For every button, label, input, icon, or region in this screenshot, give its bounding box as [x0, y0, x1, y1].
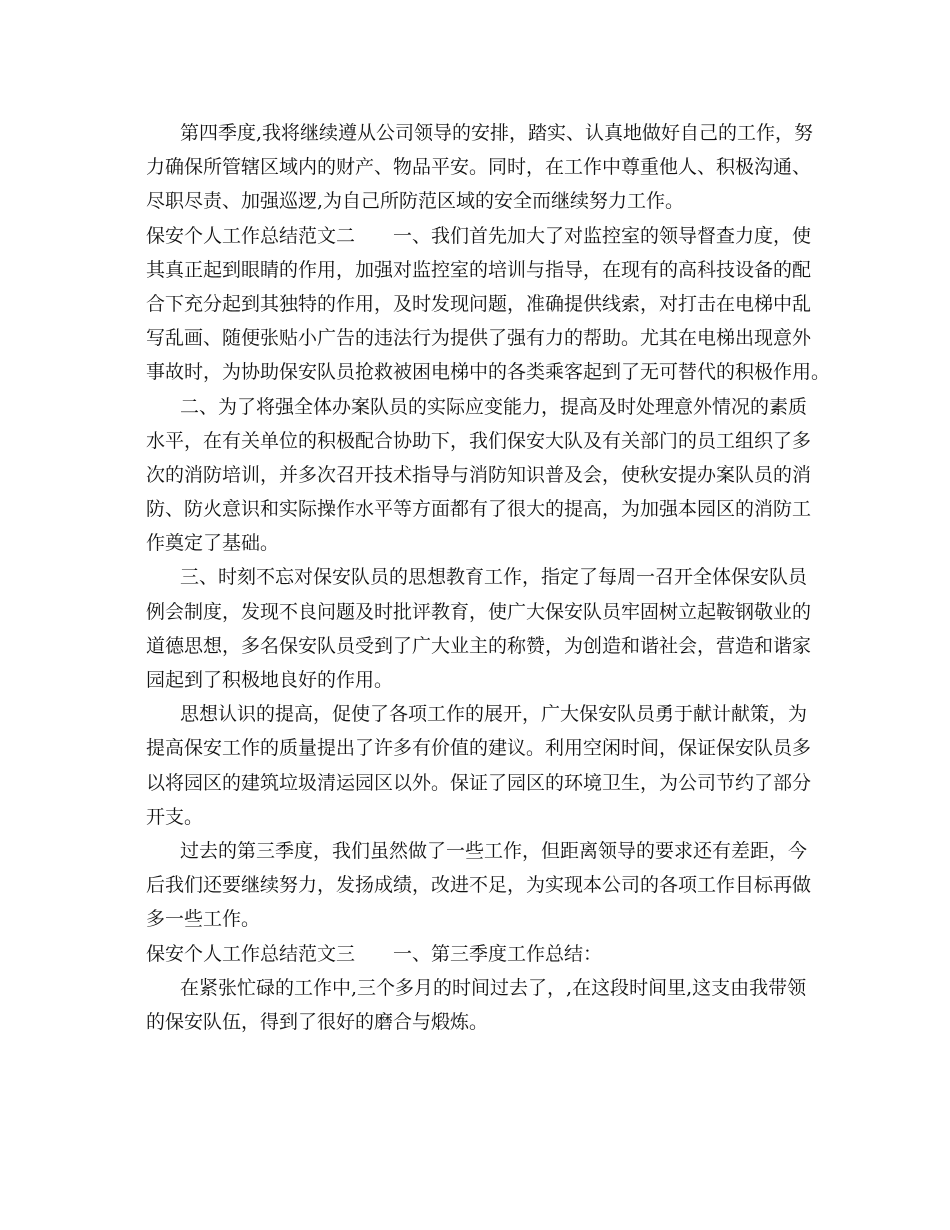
- document-body: [146, 116, 831, 1039]
- text-line: 三、时刻不忘对保安队员的思想教育工作，指定了每周一召开全体保安队员: [180, 566, 808, 589]
- text-line: 园起到了积极地良好的作用。: [146, 669, 394, 691]
- text-line: 尽职尽责、加强巡逻,为自己所防范区域的安全而继续努力工作。: [146, 190, 685, 213]
- text-line: 保安个人工作总结范文二 一、我们首先加大了对监控室的领导督查力度，使: [146, 224, 812, 247]
- text-line: 道德思想，多名保安队员受到了广大业主的称赞，为创造和谐社会，营造和谐家: [146, 634, 812, 657]
- text-line: 二、为了将强全体办案队员的实际应变能力，提高及时处理意外情况的素质: [180, 395, 808, 418]
- text-line: 保安个人工作总结范文三 一、第三季度工作总结：: [146, 942, 603, 965]
- text-line: 合下充分起到其独特的作用，及时发现问题，准确提供线索，对打击在电梯中乱: [146, 292, 812, 315]
- text-line: 思想认识的提高，促使了各项工作的展开，广大保安队员勇于献计献策，为: [180, 703, 808, 726]
- text-line: 例会制度，发现不良问题及时批评教育，使广大保安队员牢固树立起鞍钢敬业的: [146, 600, 812, 623]
- text-line: 事故时，为协助保安队员抢救被困电梯中的各类乘客起到了无可替代的积极作用。: [146, 361, 831, 384]
- text-line: 后我们还要继续努力，发扬成绩，改进不足，为实现本公司的各项工作目标再做: [146, 874, 812, 897]
- text-line: 过去的第三季度，我们虽然做了一些工作，但距离领导的要求还有差距，今: [180, 839, 808, 862]
- text-line: 力确保所管辖区域内的财产、物品平安。同时，在工作中尊重他人、积极沟通、: [146, 156, 812, 179]
- text-line: 提高保安工作的质量提出了许多有价值的建议。利用空闲时间，保证保安队员多: [146, 737, 812, 760]
- text-line: 开支。: [146, 805, 204, 828]
- text-line: 在紧张忙碌的工作中,三个多月的时间过去了，,在这段时间里,这支由我带领: [180, 976, 807, 999]
- text-line: 作奠定了基础。: [146, 532, 280, 555]
- text-line: 水平，在有关单位的积极配合协助下，我们保安大队及有关部门的员工组织了多: [146, 429, 812, 452]
- text-line: 以将园区的建筑垃圾清运园区以外。保证了园区的环境卫生，为公司节约了部分: [146, 771, 812, 794]
- text-line: 其真正起到眼睛的作用，加强对监控室的培训与指导，在现有的高科技设备的配: [146, 258, 812, 281]
- text-line: 多一些工作。: [146, 908, 261, 931]
- text-line: 防、防火意识和实际操作水平等方面都有了很大的提高，为加强本园区的消防工: [146, 498, 812, 521]
- text-line: 第四季度,我将继续遵从公司领导的安排，踏实、认真地做好自己的工作，努: [180, 122, 814, 144]
- text-line: 写乱画、随便张贴小广告的违法行为提供了强有力的帮助。尤其在电梯出现意外: [146, 327, 812, 350]
- text-line: 次的消防培训，并多次召开技术指导与消防知识普及会，使秋安提办案队员的消: [146, 463, 812, 486]
- text-line: 的保安队伍，得到了很好的磨合与煅炼。: [146, 1010, 489, 1033]
